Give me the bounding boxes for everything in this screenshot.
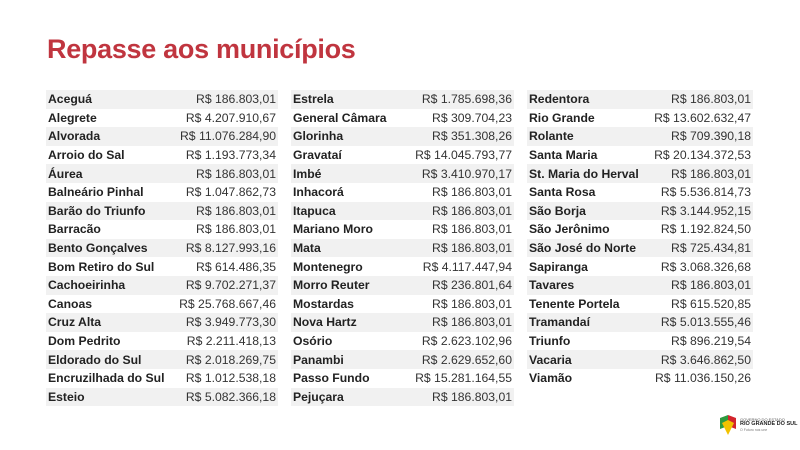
municipality-name: Redentora: [529, 92, 590, 107]
table-row: [527, 295, 753, 314]
transfer-amount: R$ 3.068.326,68: [660, 259, 751, 274]
municipality-name: Alegrete: [48, 110, 97, 125]
table-row: [527, 109, 753, 128]
transfer-amount: R$ 5.082.366,18: [185, 389, 276, 404]
municipality-name: Bom Retiro do Sul: [48, 259, 155, 274]
transfer-amount: R$ 186.803,01: [432, 315, 512, 330]
transfer-amount: R$ 15.281.164,55: [415, 371, 512, 386]
transfer-amount: R$ 11.036.150,26: [655, 371, 751, 386]
municipality-name: Passo Fundo: [293, 371, 370, 386]
municipality-name: Alvorada: [48, 129, 101, 144]
transfer-amount: R$ 186.803,01: [432, 222, 512, 237]
municipality-name: Gravataí: [293, 148, 342, 163]
table-row: [291, 183, 514, 202]
transfer-amount: R$ 186.803,01: [432, 389, 512, 404]
government-logo: [719, 414, 797, 436]
table-row: [291, 239, 514, 258]
municipality-name: Triunfo: [529, 334, 571, 349]
municipality-name: São Borja: [529, 203, 586, 218]
municipality-name: Pejuçara: [293, 389, 344, 404]
transfer-amount: R$ 186.803,01: [196, 222, 276, 237]
transfer-amount: R$ 186.803,01: [671, 278, 751, 293]
municipality-name: Vacaria: [529, 352, 572, 367]
table-row: [527, 202, 753, 221]
table-row: [291, 295, 514, 314]
table-row: [291, 332, 514, 351]
municipality-name: Mostardas: [293, 296, 354, 311]
municipality-name: Tenente Portela: [529, 296, 620, 311]
transfer-amount: R$ 309.704,23: [432, 110, 512, 125]
municipality-name: Encruzilhada do Sul: [48, 371, 165, 386]
table-row: [527, 257, 753, 276]
municipality-name: São Jerônimo: [529, 222, 610, 237]
transfer-amount: R$ 3.949.773,30: [185, 315, 276, 330]
transfer-amount: R$ 186.803,01: [432, 203, 512, 218]
municipality-name: Balneário Pinhal: [48, 185, 144, 200]
transfer-amount: R$ 1.193.773,34: [185, 148, 276, 163]
transfer-amount: R$ 3.410.970,17: [421, 166, 512, 181]
transfer-amount: R$ 4.117.447,94: [422, 259, 512, 274]
municipality-name: Cruz Alta: [48, 315, 102, 330]
transfer-amount: R$ 1.047.862,73: [185, 185, 276, 200]
table-row: [46, 90, 278, 109]
transfer-amount: R$ 2.018.269,75: [185, 352, 276, 367]
table-row: [291, 109, 514, 128]
transfer-amount: R$ 186.803,01: [671, 92, 751, 107]
table-row: [46, 350, 278, 369]
municipality-name: Canoas: [48, 296, 93, 311]
municipality-name: São José do Norte: [529, 241, 637, 256]
municipality-name: Santa Maria: [529, 148, 598, 163]
municipality-column-3: [527, 90, 753, 388]
table-row: [46, 127, 278, 146]
transfer-amount: R$ 20.134.372,53: [654, 148, 751, 163]
transfer-amount: R$ 186.803,01: [671, 166, 751, 181]
municipality-name: Nova Hartz: [293, 315, 357, 330]
logo-line-1: GOVERNO DO ESTADO: [740, 417, 785, 422]
table-row: [46, 239, 278, 258]
transfer-amount: R$ 2.623.102,96: [421, 334, 512, 349]
page-title: Repasse aos municípios: [47, 34, 356, 64]
transfer-amount: R$ 25.768.667,46: [179, 296, 276, 311]
transfer-amount: R$ 5.013.555,46: [660, 315, 751, 330]
table-row: [291, 257, 514, 276]
municipality-column-2: [291, 90, 514, 406]
table-row: [291, 90, 514, 109]
table-row: [46, 276, 278, 295]
table-row: [291, 350, 514, 369]
municipality-name: Osório: [293, 334, 333, 349]
table-row: [291, 369, 514, 388]
municipality-name: Áurea: [48, 166, 83, 181]
table-row: [46, 388, 278, 407]
table-row: [46, 164, 278, 183]
transfer-amount: R$ 4.207.910,67: [185, 110, 276, 125]
municipality-name: Itapuca: [293, 203, 336, 218]
municipality-name: Inhacorá: [293, 185, 344, 200]
transfer-amount: R$ 614.486,35: [196, 259, 276, 274]
table-row: [291, 127, 514, 146]
table-row: [46, 220, 278, 239]
table-row: [46, 183, 278, 202]
table-row: [291, 276, 514, 295]
transfer-amount: R$ 186.803,01: [432, 185, 512, 200]
municipality-name: Panambi: [293, 352, 344, 367]
municipality-name: Bento Gonçalves: [48, 241, 148, 256]
municipality-name: Sapiranga: [529, 259, 588, 274]
municipality-name: Eldorado do Sul: [48, 352, 142, 367]
transfer-amount: R$ 186.803,01: [196, 92, 276, 107]
transfer-amount: R$ 615.520,85: [671, 296, 751, 311]
transfer-amount: R$ 1.012.538,18: [185, 371, 276, 386]
transfer-amount: R$ 186.803,01: [196, 203, 276, 218]
table-row: [527, 90, 753, 109]
table-row: [46, 369, 278, 388]
transfer-amount: R$ 3.646.862,50: [660, 352, 751, 367]
transfer-amount: R$ 186.803,01: [432, 241, 512, 256]
transfer-amount: R$ 186.803,01: [196, 166, 276, 181]
municipality-name: Barracão: [48, 222, 101, 237]
municipality-name: Mariano Moro: [293, 222, 373, 237]
municipality-name: Aceguá: [48, 92, 93, 107]
table-row: [527, 332, 753, 351]
municipality-column-1: [46, 90, 278, 406]
table-row: [46, 332, 278, 351]
transfer-amount: R$ 1.785.698,36: [421, 92, 512, 107]
table-row: [291, 313, 514, 332]
table-row: [527, 146, 753, 165]
table-row: [46, 109, 278, 128]
municipality-name: Tramandaí: [529, 315, 590, 330]
transfer-amount: R$ 351.308,26: [432, 129, 512, 144]
municipality-name: Barão do Triunfo: [48, 203, 146, 218]
table-row: [527, 164, 753, 183]
table-row: [46, 295, 278, 314]
municipality-name: General Câmara: [293, 110, 387, 125]
transfer-amount: R$ 236.801,64: [432, 278, 512, 293]
transfer-amount: R$ 1.192.824,50: [660, 222, 751, 237]
rs-flag-icon: [719, 414, 737, 436]
municipality-name: Arroio do Sal: [48, 148, 125, 163]
table-row: [46, 202, 278, 221]
municipality-name: Glorinha: [293, 129, 344, 144]
municipality-name: Rio Grande: [529, 110, 595, 125]
municipality-name: Dom Pedrito: [48, 334, 121, 349]
table-row: [291, 220, 514, 239]
table-row: [46, 146, 278, 165]
transfer-amount: R$ 14.045.793,77: [415, 148, 512, 163]
municipality-name: Cachoeirinha: [48, 278, 126, 293]
table-row: [291, 146, 514, 165]
logo-tagline: O Futuro nos une: [740, 427, 768, 432]
transfer-amount: R$ 8.127.993,16: [185, 241, 276, 256]
transfer-amount: R$ 13.602.632,47: [654, 110, 751, 125]
table-row: [527, 220, 753, 239]
table-row: [527, 313, 753, 332]
transfer-amount: R$ 725.434,81: [671, 241, 751, 256]
table-row: [527, 276, 753, 295]
municipality-name: Mata: [293, 241, 321, 256]
municipality-name: Santa Rosa: [529, 185, 596, 200]
table-row: [291, 202, 514, 221]
municipality-name: Montenegro: [293, 259, 363, 274]
municipality-name: Morro Reuter: [293, 278, 370, 293]
transfer-amount: R$ 186.803,01: [432, 296, 512, 311]
transfer-amount: R$ 709.390,18: [671, 129, 751, 144]
municipality-name: Imbé: [293, 166, 322, 181]
table-row: [527, 369, 753, 388]
table-row: [291, 164, 514, 183]
table-row: [46, 313, 278, 332]
municipality-name: Viamão: [529, 371, 573, 386]
table-row: [527, 239, 753, 258]
table-row: [527, 183, 753, 202]
transfer-amount: R$ 3.144.952,15: [660, 203, 751, 218]
municipality-name: Rolante: [529, 129, 574, 144]
municipality-name: Tavares: [529, 278, 575, 293]
transfer-amount: R$ 896.219,54: [671, 334, 751, 349]
table-row: [527, 127, 753, 146]
table-row: [527, 350, 753, 369]
transfer-amount: R$ 2.211.418,13: [186, 334, 276, 349]
transfer-amount: R$ 11.076.284,90: [180, 129, 276, 144]
transfer-amount: R$ 5.536.814,73: [660, 185, 751, 200]
transfer-amount: R$ 9.702.271,37: [185, 278, 276, 293]
municipality-name: Esteio: [48, 389, 85, 404]
table-row: [46, 257, 278, 276]
table-row: [291, 388, 514, 407]
transfer-amount: R$ 2.629.652,60: [421, 352, 512, 367]
municipality-name: Estrela: [293, 92, 334, 107]
municipality-name: St. Maria do Herval: [529, 166, 639, 181]
logo-line-2: RIO GRANDE DO SUL: [740, 421, 798, 427]
